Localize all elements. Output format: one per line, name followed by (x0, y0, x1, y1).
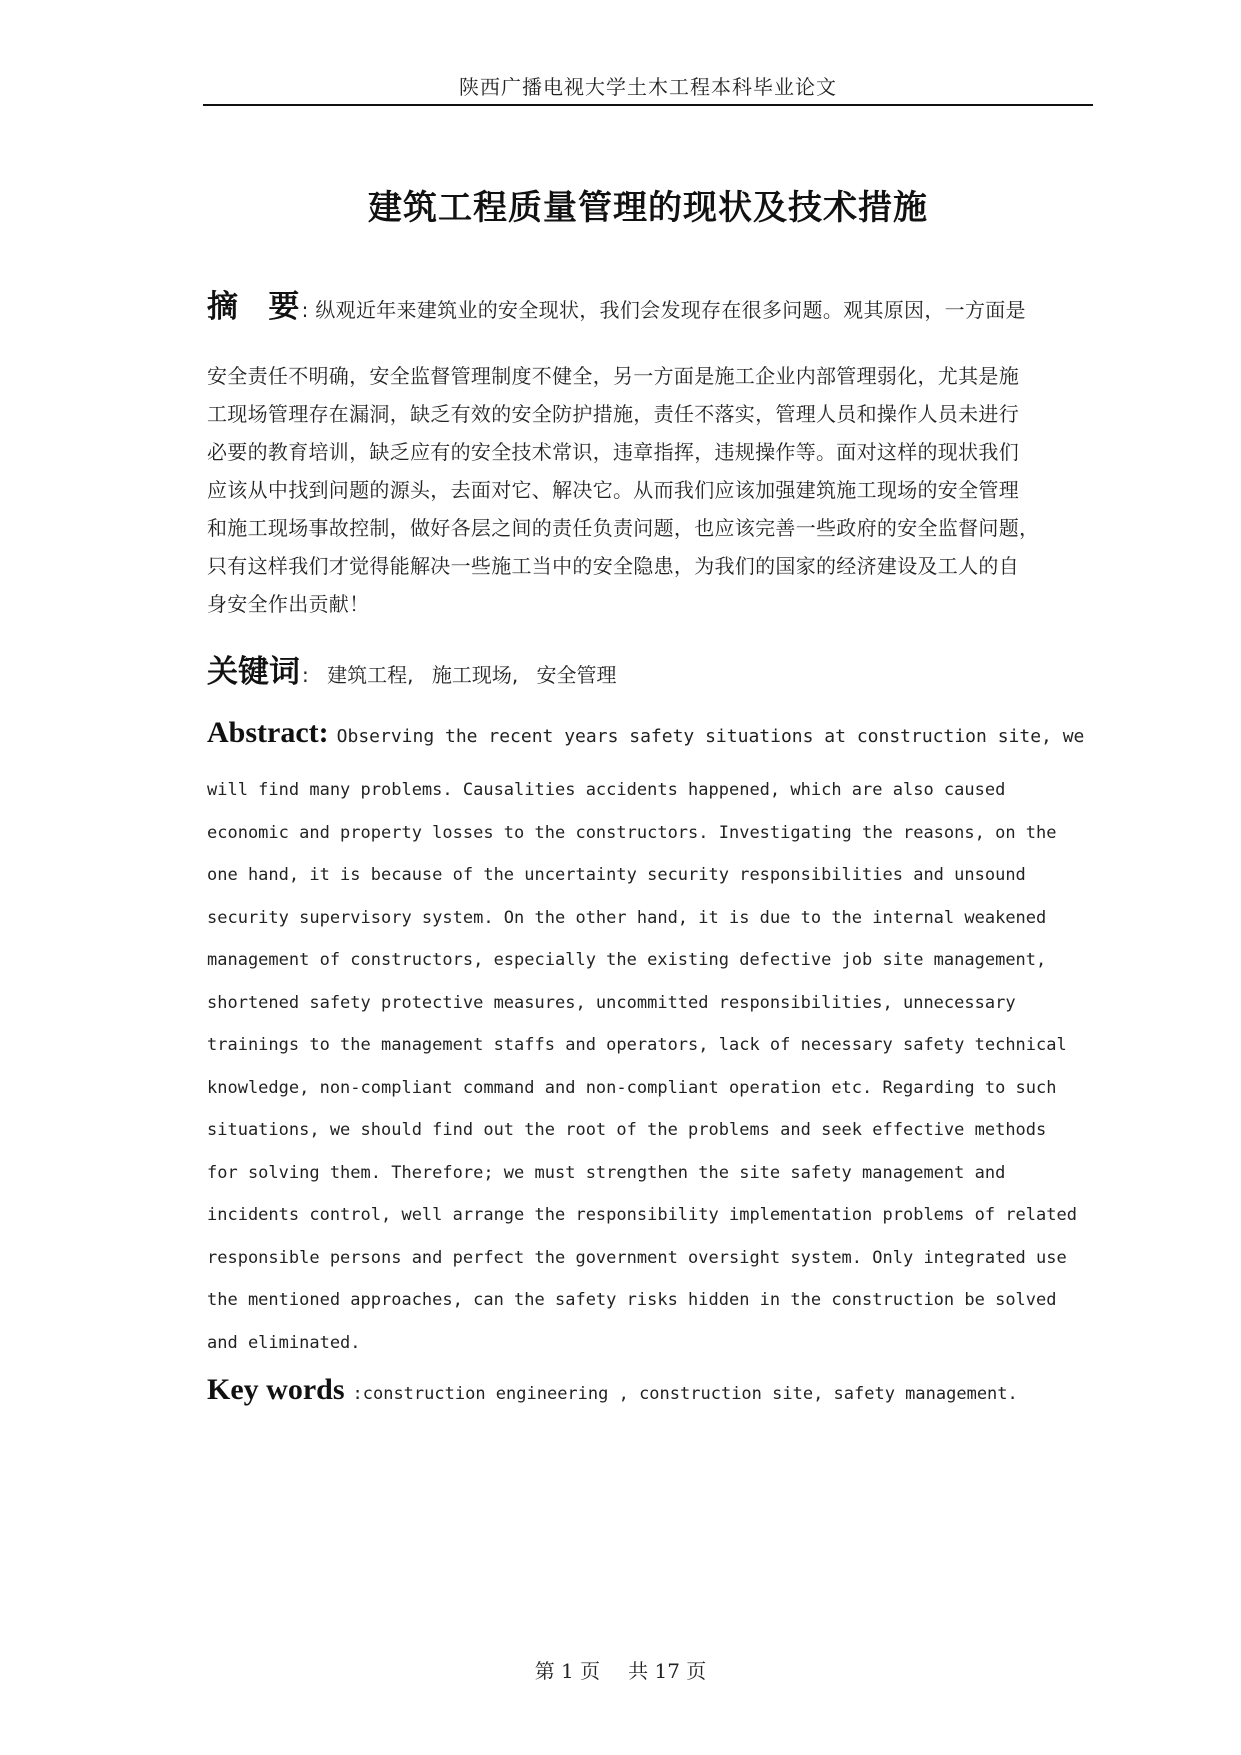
abstract-cn-label-b: 要 (268, 289, 300, 325)
abstract-cn-line: 必要的教育培训，缺乏应有的安全技术常识，违章指挥，违规操作等。面对这样的现状我们 (207, 440, 1019, 464)
abstract-cn-line: 和施工现场事故控制，做好各层之间的责任负责问题，也应该完善一些政府的安全监督问题， (207, 516, 1040, 540)
keyword-item: 施工现场, (431, 663, 519, 687)
abstract-cn-text: 纵观近年来建筑业的安全现状，我们会发现存在很多问题。观其原因，一方面是 (315, 298, 1026, 322)
abstract-en-line: shortened safety protective measures, uncommitted responsibilities, unnecessary (207, 992, 1016, 1013)
keywords-cn-label: 关键词 (207, 654, 300, 690)
abstract-en-line: for solving them. Therefore; we must strengthen the site safety management and (207, 1162, 1006, 1183)
keywords-cn-colon: : (302, 663, 309, 687)
page-total: 共 17 页 (628, 1659, 707, 1683)
header-rule (203, 104, 1093, 106)
abstract-en-line: will find many problems. Causalities accidents happened, which are also caused (207, 780, 1006, 800)
abstract-en-line: knowledge, non-compliant command and non-compliant operation etc. Regarding to such (207, 1077, 1057, 1098)
abstract-en-line: and eliminated. (207, 1332, 361, 1353)
abstract-en-line: management of constructors, especially the existing defective job site management, (207, 950, 1047, 970)
abstract-en-line: one hand, it is because of the uncertainty security responsibilities and unsound (207, 865, 1026, 885)
keyword-item: 安全管理 (536, 663, 617, 687)
paper-title: 建筑工程质量管理的现状及技术措施 (368, 188, 928, 228)
page-footer (0, 1655, 1241, 1684)
abstract-en-line: economic and property losses to the constructors. Investigating the reasons, on the (207, 822, 1057, 843)
abstract-cn-line: 身安全作出贡献！ (207, 592, 370, 616)
abstract-cn-line: 应该从中找到问题的源头，去面对它、解决它。从而我们应该加强建筑施工现场的安全管理 (207, 478, 1019, 502)
abstract-en-label: Abstract: (207, 716, 329, 749)
abstract-cn-line: 只有这样我们才觉得能解决一些施工当中的安全隐患，为我们的国家的经济建设及工人的自 (207, 554, 1019, 578)
abstract-cn-line: 安全责任不明确，安全监督管理制度不健全，另一方面是施工企业内部管理弱化，尤其是施 (207, 364, 1019, 388)
keywords-cn (207, 646, 617, 691)
abstract-en-line: incidents control, well arrange the responsibility implementation problems of related (207, 1205, 1077, 1225)
abstract-en-line: responsible persons and perfect the government oversight system. Only integrated use (207, 1247, 1067, 1268)
abstract-cn-label-a: 摘 (207, 289, 239, 325)
keyword-item: 建筑工程, (327, 663, 414, 687)
abstract-cn-line: 工现场管理存在漏洞，缺乏有效的安全防护措施，责任不落实，管理人员和操作人员未进行 (207, 402, 1019, 426)
keywords-en-text: :construction engineering , construction site, safety management. (352, 1384, 1018, 1404)
page-number: 第 1 页 (534, 1659, 601, 1683)
keywords-en-label: Key words (207, 1373, 345, 1406)
abstract-cn (207, 287, 1087, 623)
abstract-en (207, 713, 1112, 1364)
abstract-en-line: trainings to the management staffs and operators, lack of necessary safety technical (207, 1035, 1067, 1055)
abstract-en-line: security supervisory system. On the other hand, it is due to the internal weakened (207, 907, 1047, 928)
abstract-en-line: the mentioned approaches, can the safety risks hidden in the construction be solved (207, 1290, 1057, 1310)
abstract-cn-colon: : (301, 298, 309, 322)
abstract-en-line (207, 713, 1112, 769)
abstract-cn-line (207, 287, 1087, 357)
abstract-en-line: situations, we should find out the root of the problems and seek effective methods (207, 1120, 1047, 1140)
abstract-cn-label (207, 289, 300, 325)
keywords-en (207, 1373, 1018, 1407)
running-header: 陕西广播电视大学土木工程本科毕业论文 (459, 75, 837, 99)
abstract-en-text: Observing the recent years safety situations at construction site, we (336, 726, 1085, 747)
